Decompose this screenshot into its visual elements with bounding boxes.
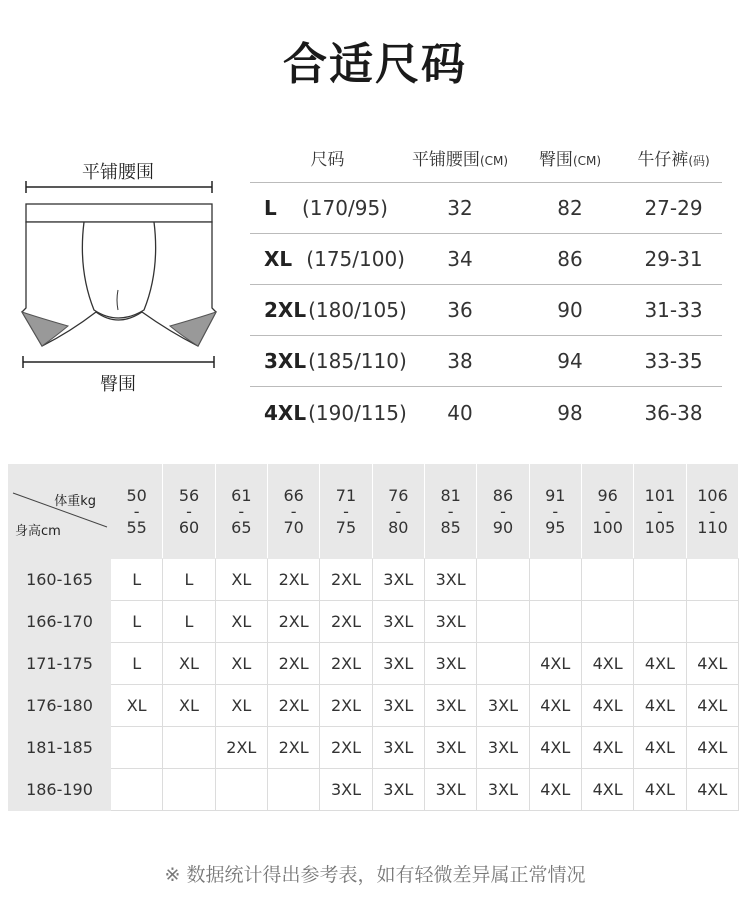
size-cell: 3XL (372, 559, 424, 601)
size-cell: 4XL (686, 727, 738, 769)
spec-size: L (264, 196, 277, 220)
weight-header-cell (529, 465, 581, 559)
underwear-illustration (18, 150, 218, 395)
weight-dash: - (709, 501, 716, 521)
spec-jeans: 31-33 (644, 298, 703, 322)
weight-from: 71 (335, 485, 357, 505)
spec-hip: 90 (557, 298, 583, 322)
spec-height-hip: (185/110) (308, 349, 407, 373)
size-cell (477, 559, 529, 601)
size-cell: L (163, 601, 215, 643)
spec-hip: 82 (557, 196, 583, 220)
height-cell: 181-185 (9, 727, 111, 769)
weight-dash: - (133, 501, 140, 521)
weight-header-cell (581, 465, 633, 559)
table-row (9, 601, 739, 643)
corner-weight-label: 体重kg (54, 494, 96, 509)
weight-header-cell (267, 465, 319, 559)
size-cell (581, 559, 633, 601)
spec-height-hip: (180/105) (308, 298, 407, 322)
spec-hip: 98 (557, 400, 583, 425)
size-cell: 3XL (424, 685, 476, 727)
header-hip: 臀围(CM) (538, 150, 602, 170)
size-cell: 2XL (320, 643, 372, 685)
spec-height-hip: (190/115) (308, 400, 407, 425)
size-cell (477, 601, 529, 643)
size-cell (111, 769, 163, 811)
weight-dash: - (343, 501, 349, 521)
weight-header-cell (163, 465, 215, 559)
size-cell: 3XL (372, 685, 424, 727)
spec-waist: 32 (447, 196, 473, 220)
weight-to: 80 (388, 517, 409, 537)
size-cell: 4XL (529, 685, 581, 727)
size-cell: 3XL (372, 769, 424, 811)
size-cell: 4XL (529, 769, 581, 811)
size-cell: 3XL (424, 727, 476, 769)
spec-size-cell (250, 349, 405, 373)
size-cell (686, 601, 738, 643)
table-row (9, 559, 739, 601)
size-cell (215, 769, 267, 811)
weight-dash: - (395, 501, 402, 521)
header-size: 尺码 (310, 150, 345, 170)
size-cell (634, 601, 686, 643)
weight-to: 70 (283, 517, 304, 537)
size-cell: L (163, 559, 215, 601)
size-cell: 2XL (267, 685, 319, 727)
size-cell: 3XL (424, 601, 476, 643)
spec-jeans: 29-31 (644, 247, 703, 271)
weight-header-cell (424, 465, 476, 559)
weight-dash: - (657, 501, 663, 521)
weight-dash: - (186, 501, 192, 521)
weight-to: 95 (545, 517, 566, 537)
header-waist: 平铺腰围(CM) (411, 150, 509, 170)
height-cell: 176-180 (9, 685, 111, 727)
size-cell: 2XL (215, 727, 267, 769)
size-cell: 2XL (320, 727, 372, 769)
size-cell: XL (163, 685, 215, 727)
weight-dash: - (447, 501, 454, 521)
size-cell: 3XL (320, 769, 372, 811)
size-cell: 2XL (320, 685, 372, 727)
corner-height-label: 身高cm (15, 524, 61, 539)
size-cell: 2XL (267, 727, 319, 769)
size-cell: 3XL (372, 601, 424, 643)
size-cell: 3XL (477, 769, 529, 811)
size-cell (477, 643, 529, 685)
spec-waist: 38 (447, 349, 473, 373)
height-cell: 160-165 (9, 559, 111, 601)
spec-size: 4XL (264, 400, 307, 425)
weight-from: 56 (178, 485, 200, 505)
spec-jeans: 27-29 (644, 196, 703, 220)
table-row (9, 769, 739, 811)
size-cell: 4XL (686, 685, 738, 727)
spec-height-hip: (170/95) (302, 196, 388, 220)
size-spec-table (250, 133, 722, 438)
weight-to: 55 (126, 517, 147, 537)
spec-waist: 40 (447, 400, 473, 425)
size-cell: 4XL (634, 727, 686, 769)
size-cell (267, 769, 319, 811)
spec-size-cell (250, 247, 405, 271)
weight-to: 105 (644, 517, 676, 537)
size-cell (634, 559, 686, 601)
spec-size: 2XL (264, 298, 307, 322)
weight-header-cell (686, 465, 738, 559)
size-cell: 4XL (634, 643, 686, 685)
spec-size-cell (250, 401, 405, 425)
size-cell (529, 601, 581, 643)
size-cell: XL (163, 643, 215, 685)
weight-dash: - (238, 501, 245, 521)
size-cell: 2XL (267, 559, 319, 601)
size-cell: L (111, 643, 163, 685)
weight-header-cell (111, 465, 163, 559)
weight-dash: - (500, 501, 506, 521)
weight-header-cell (372, 465, 424, 559)
size-cell: 3XL (424, 643, 476, 685)
weight-header-cell (215, 465, 267, 559)
weight-to: 75 (335, 517, 357, 537)
spec-row (250, 387, 722, 438)
weight-to: 110 (697, 517, 728, 537)
size-cell (529, 559, 581, 601)
size-cell (163, 769, 215, 811)
height-cell: 186-190 (9, 769, 111, 811)
size-cell (111, 727, 163, 769)
header-jeans: 牛仔裤(码) (637, 150, 710, 170)
weight-to: 85 (440, 517, 461, 537)
spec-row (250, 285, 722, 336)
size-cell: 2XL (267, 601, 319, 643)
weight-from: 66 (283, 485, 304, 505)
table-row (9, 643, 739, 685)
spec-jeans: 33-35 (644, 349, 703, 373)
table-row (9, 685, 739, 727)
size-cell: 4XL (581, 643, 633, 685)
size-cell: 4XL (634, 769, 686, 811)
weight-from: 76 (388, 485, 409, 505)
spec-hip: 94 (557, 349, 583, 373)
spec-waist: 36 (447, 298, 473, 322)
weight-to: 100 (592, 517, 623, 537)
size-cell: 4XL (581, 685, 633, 727)
weight-from: 81 (440, 485, 461, 505)
weight-dash: - (552, 501, 559, 521)
spec-size-cell (250, 298, 405, 322)
spec-hip: 86 (557, 247, 583, 271)
size-cell: XL (111, 685, 163, 727)
spec-row (250, 234, 722, 285)
size-cell: XL (215, 685, 267, 727)
size-cell: 3XL (477, 727, 529, 769)
spec-row (250, 183, 722, 234)
size-cell (581, 601, 633, 643)
spec-height-hip: (175/100) (306, 247, 405, 271)
height-cell: 171-175 (9, 643, 111, 685)
weight-dash: - (604, 501, 611, 521)
size-cell: 3XL (372, 727, 424, 769)
weight-from: 106 (697, 485, 728, 505)
spec-size: XL (264, 247, 293, 271)
weight-from: 91 (545, 485, 566, 505)
size-cell: 4XL (686, 769, 738, 811)
size-cell: 4XL (529, 727, 581, 769)
size-cell: L (111, 559, 163, 601)
weight-to: 60 (178, 517, 200, 537)
size-cell: 3XL (477, 685, 529, 727)
weight-from: 96 (597, 485, 618, 505)
size-cell (686, 559, 738, 601)
spec-row (250, 336, 722, 387)
size-cell (163, 727, 215, 769)
hip-label: 臀围 (100, 374, 136, 395)
size-cell: 4XL (581, 727, 633, 769)
height-cell: 166-170 (9, 601, 111, 643)
weight-from: 101 (644, 485, 676, 505)
spec-jeans: 36-38 (644, 400, 703, 425)
spec-size: 3XL (264, 349, 307, 373)
grid-corner-cell (9, 465, 111, 559)
weight-from: 86 (492, 485, 514, 505)
size-cell: 4XL (581, 769, 633, 811)
size-cell: 3XL (424, 559, 476, 601)
weight-header-cell (320, 465, 372, 559)
size-grid-table (8, 464, 739, 811)
table-row (9, 727, 739, 769)
weight-dash: - (290, 501, 297, 521)
size-cell: 4XL (634, 685, 686, 727)
size-cell: 3XL (372, 643, 424, 685)
spec-waist: 34 (447, 247, 473, 271)
footnote: ※ 数据统计得出参考表，如有轻微差异属正常情况 (164, 864, 586, 886)
spec-size-cell (250, 196, 405, 220)
size-cell: XL (215, 559, 267, 601)
size-cell: 4XL (529, 643, 581, 685)
weight-from: 61 (231, 485, 252, 505)
weight-header-cell (477, 465, 529, 559)
page-title: 合适尺码 (283, 39, 467, 90)
size-cell: 4XL (686, 643, 738, 685)
waist-label: 平铺腰围 (82, 162, 154, 183)
weight-header-cell (634, 465, 686, 559)
size-cell: XL (215, 601, 267, 643)
weight-to: 90 (492, 517, 514, 537)
size-cell: 2XL (267, 643, 319, 685)
size-cell: L (111, 601, 163, 643)
spec-header-row (250, 133, 722, 183)
underwear-diagram (18, 150, 218, 390)
weight-to: 65 (231, 517, 252, 537)
size-cell: 2XL (320, 601, 372, 643)
grid-header-row (9, 465, 739, 559)
weight-from: 50 (126, 485, 147, 505)
size-cell: 3XL (424, 769, 476, 811)
size-cell: 2XL (320, 559, 372, 601)
size-cell: XL (215, 643, 267, 685)
